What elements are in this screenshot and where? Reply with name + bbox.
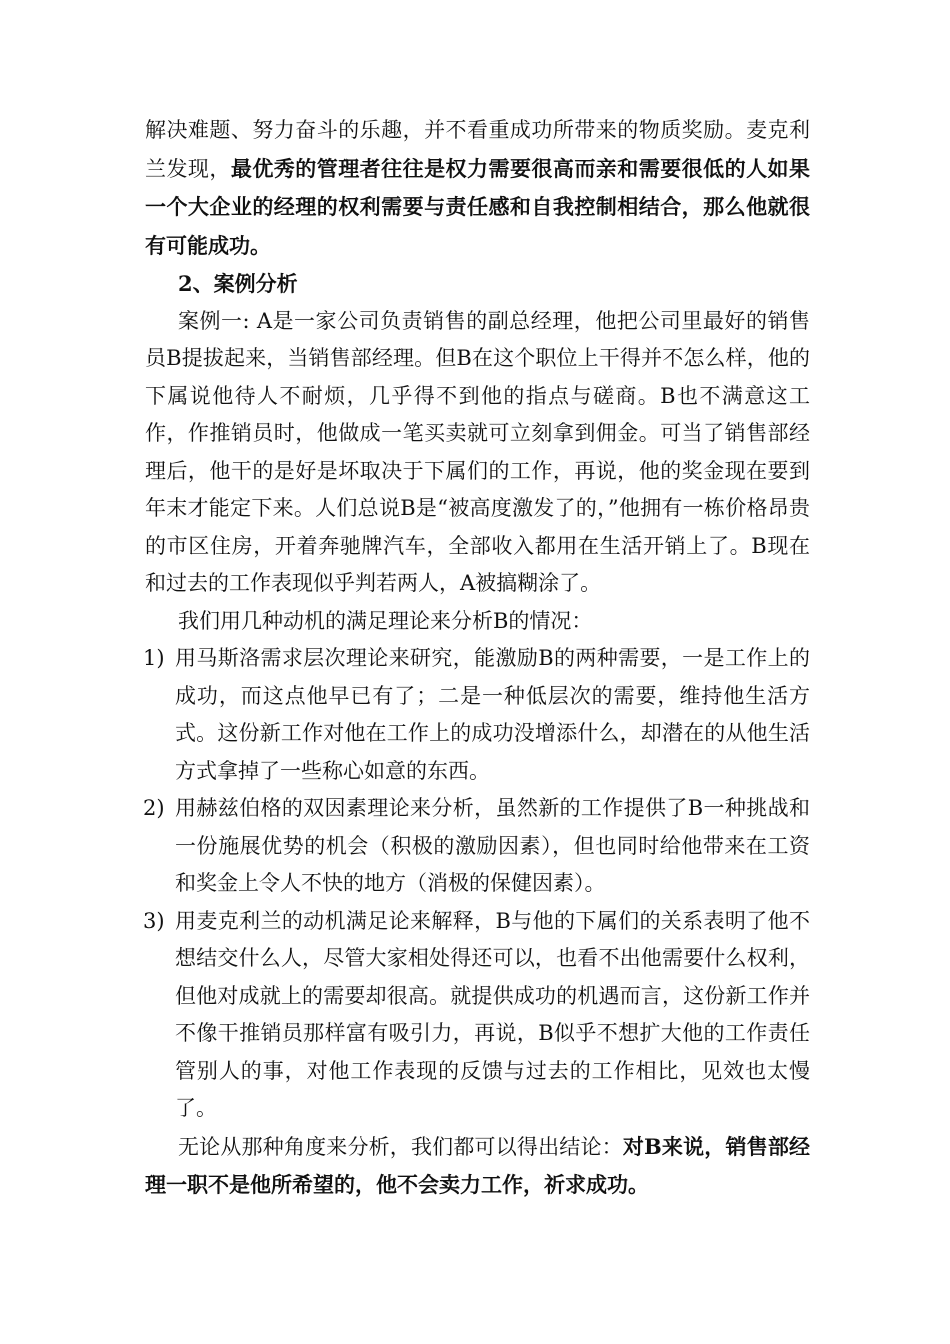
conclusion-paragraph — [145, 1128, 810, 1205]
list-item-text: 用赫兹伯格的双因素理论来分析，虽然新的工作提供了B一种挑战和一份施展优势的机会（积极的激励因素），但也同时给他带来在工资和奖金上令人不快的地方（消极的保健因素）。 — [175, 796, 810, 895]
intro-bold-text: 最优秀的管理者往往是权力需要很高而亲和需要很低的人如果一个大企业的经理的权利需要与责任感和自我控制相结合，那么他就很有可能成功。 — [145, 155, 811, 258]
conclusion-bold-text: 对B来说，销售部经理一职不是他所希望的，他不会卖力工作，祈求成功。 — [145, 1133, 811, 1197]
document-body — [145, 112, 810, 1205]
intro-normal-text: 解决难题、努力奋斗的乐趣，并不看重成功所带来的物质奖励。麦克利兰发现， — [145, 118, 810, 181]
list-item-text: 用麦克利兰的动机满足论来解释，B与他的下属们的关系表明了他不想结交什么人，尽管大家相处得还可以，也看不出他需要什么权利，但他对成就上的需要却很高。就提供成功的机遇而言，这份新工作并不像干推销员那样富有吸引力，再说，B似乎不想扩大他的工作责任管别人的事，对他工作表现的反馈与过去的工作相比，见效也太慢了。 — [175, 908, 810, 1120]
intro-paragraph — [145, 112, 810, 265]
list-item-text: 用马斯洛需求层次理论来研究，能激励B的两种需要，一是工作上的成功，而这点他早已有了；二是一种低层次的需要，维持他生活方式。这份新工作对他在工作上的成功没增添什么，却潜在的从他生活方式拿掉了一些称心如意的东西。 — [175, 646, 810, 783]
section-heading: 2、案例分析 — [178, 271, 298, 296]
analysis-intro: 我们用几种动机的满足理论来分析B的情况： — [178, 608, 593, 633]
conclusion-normal-text: 无论从那种角度来分析，我们都可以得出结论： — [178, 1134, 623, 1159]
list-number: 3) — [143, 908, 165, 933]
list-number: 1) — [143, 646, 165, 670]
list-number: 2) — [143, 796, 165, 820]
list-item-1 — [145, 640, 810, 790]
case-paragraph: 案例一: A是一家公司负责销售的副总经理，他把公司里最好的销售员B提拔起来，当销售部经理。但B在这个职位上干得并不怎么样，他的下属说他待人不耐烦，几乎得不到他的指点与磋商。B也不满意这工作，作推销员时，他做成一笔买卖就可立刻拿到佣金。可当了销售部经理后，他干的是好是坏取决于下属们的工作，再说，他的奖金现在要到年末才能定下来。人们总说B是“被高度激发了的，”他拥有一栋价格昂贵的市区住房，开着奔驰牌汽车，全部收入都用在生活开销上了。B现在和过去的工作表现似乎判若两人，A被搞糊涂了。 — [145, 308, 810, 595]
list-item-2 — [145, 790, 810, 903]
list-item-3 — [145, 903, 810, 1128]
